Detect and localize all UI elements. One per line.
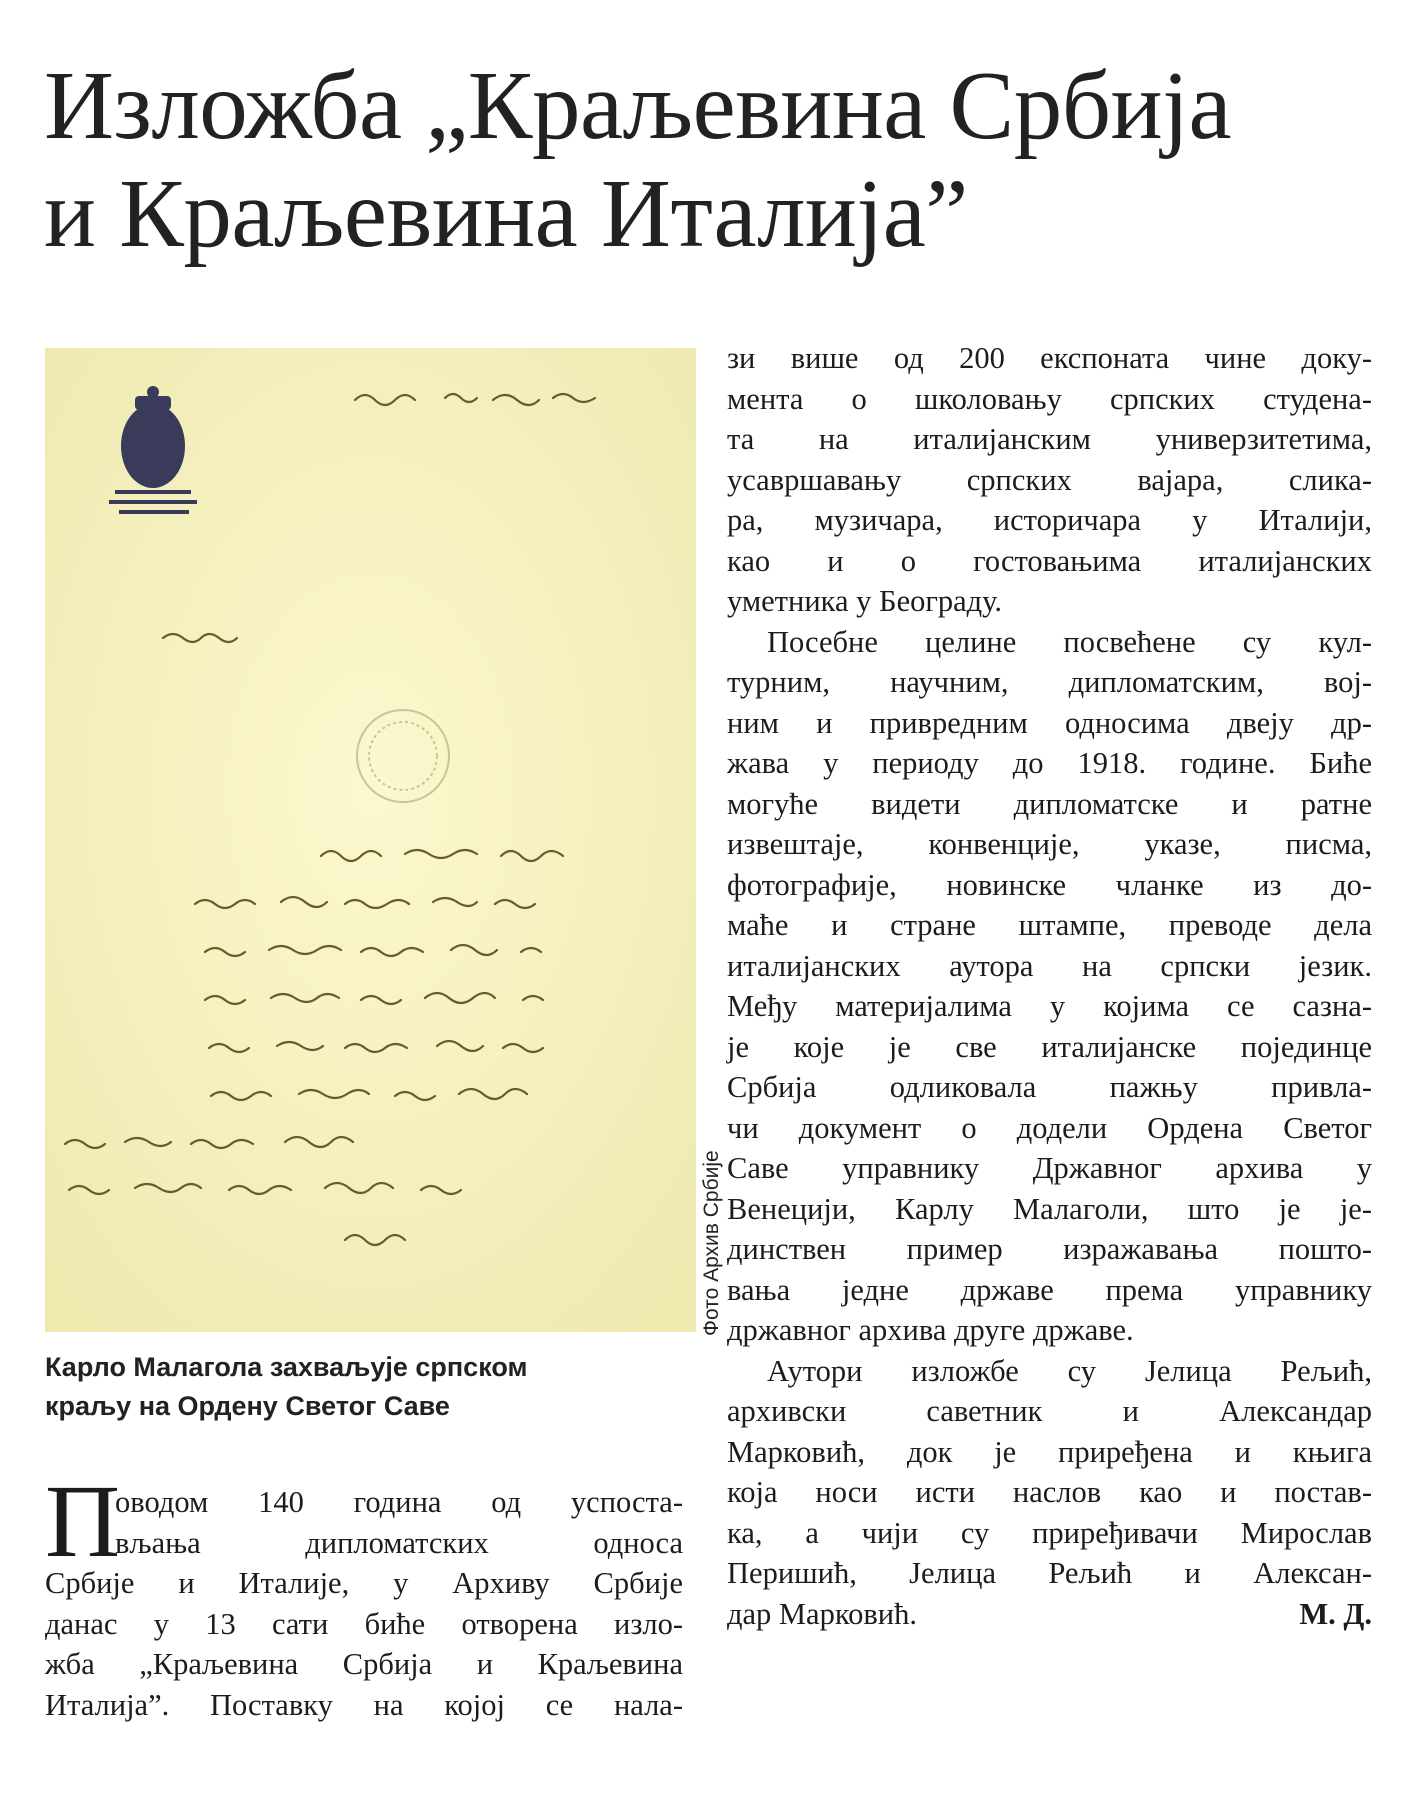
text-line: Аутори изложбе су Јелица Рељић, — [767, 1353, 1372, 1388]
text-line: чи документ о додели Ордена Светог — [727, 1110, 1372, 1145]
text-line: италијанских аутора на српски језик. — [727, 948, 1372, 983]
last-text-line — [727, 1594, 1372, 1635]
photo-credit: Фото Архив Србије — [700, 1150, 723, 1336]
headline-line-2: и Краљевина Италија” — [44, 160, 968, 267]
text-line: је које је све италијанске појединце — [727, 1029, 1372, 1064]
text-line: Саве управнику Државног архива у — [727, 1151, 1372, 1185]
text-line: данас у 13 сати биће отворена изло- — [45, 1606, 683, 1641]
caption-line: Карло Малагола захваљује српском — [45, 1352, 528, 1382]
drop-cap: П — [45, 1464, 121, 1579]
text-line: турним, научним, дипломатским, вој- — [727, 665, 1372, 699]
text-line: могуће видети дипломатске и ратне — [727, 786, 1372, 821]
handwritten-letter-image — [45, 348, 696, 1332]
caption-line: краљу на Ордену Светог Саве — [45, 1391, 450, 1421]
text-line: вљања дипломатских односа — [115, 1525, 683, 1560]
text-line: Италија”. Поставку на којој се нала- — [45, 1687, 683, 1722]
text-line: Марковић, док је приређена и књига — [727, 1434, 1372, 1469]
letter-photo — [45, 348, 696, 1332]
headline-line-1: Изложба „Краљевина Србија — [44, 52, 1232, 159]
photo-caption — [45, 1348, 705, 1426]
text-line: Међу материјалима у којима се сазна- — [727, 989, 1372, 1023]
text-line: усавршавању српских вајара, слика- — [727, 462, 1372, 497]
text-line: државног архива друге државе. — [727, 1313, 1134, 1347]
text-line: оводом 140 година од успоста- — [115, 1485, 683, 1519]
text-line: маће и стране штампе, преводе дела — [727, 908, 1372, 942]
text-line: зи више од 200 експоната чине доку- — [727, 341, 1372, 375]
headline — [44, 52, 1404, 268]
text-line: жава у периоду до 1918. године. Биће — [727, 746, 1372, 780]
text-line-end: дар Марковић. — [727, 1596, 917, 1631]
text-line: Венецији, Карлу Малаголи, што је је- — [727, 1191, 1372, 1226]
article-left-column — [45, 1464, 683, 1725]
text-line: фотографије, новинске чланке из до- — [727, 867, 1372, 902]
text-line: ра, музичара, историчара у Италији, — [727, 503, 1372, 537]
text-line: ним и привредним односима двеју др- — [727, 705, 1372, 740]
text-line: извештаје, конвенције, указе, писма, — [727, 827, 1372, 861]
text-line: мента о школовању српских студена- — [727, 381, 1372, 416]
text-line: као и о гостовањима италијанских — [727, 543, 1372, 578]
text-line: вања једне државе према управнику — [727, 1272, 1372, 1307]
article-right-column — [727, 338, 1372, 1634]
text-line: Србија одликовала пажњу привла- — [727, 1070, 1372, 1104]
text-line: ка, а чији су приређивачи Мирослав — [727, 1515, 1372, 1550]
author-signature: М. Д. — [1299, 1596, 1372, 1631]
text-line: та на италијанским универзитетима, — [727, 422, 1372, 456]
text-line: динствен пример изражавања пошто- — [727, 1232, 1372, 1266]
text-line: Посебне целине посвећене су кул- — [767, 624, 1372, 659]
text-line: архивски саветник и Александар — [727, 1394, 1372, 1428]
text-line: Србије и Италије, у Архиву Србије — [45, 1566, 683, 1600]
text-line: која носи исти наслов као и постав- — [727, 1475, 1372, 1509]
text-line: Перишић, Јелица Рељић и Алексан- — [727, 1556, 1372, 1590]
text-line: уметника у Београду. — [727, 584, 1002, 618]
text-line: жба „Краљевина Србија и Краљевина — [45, 1647, 683, 1681]
